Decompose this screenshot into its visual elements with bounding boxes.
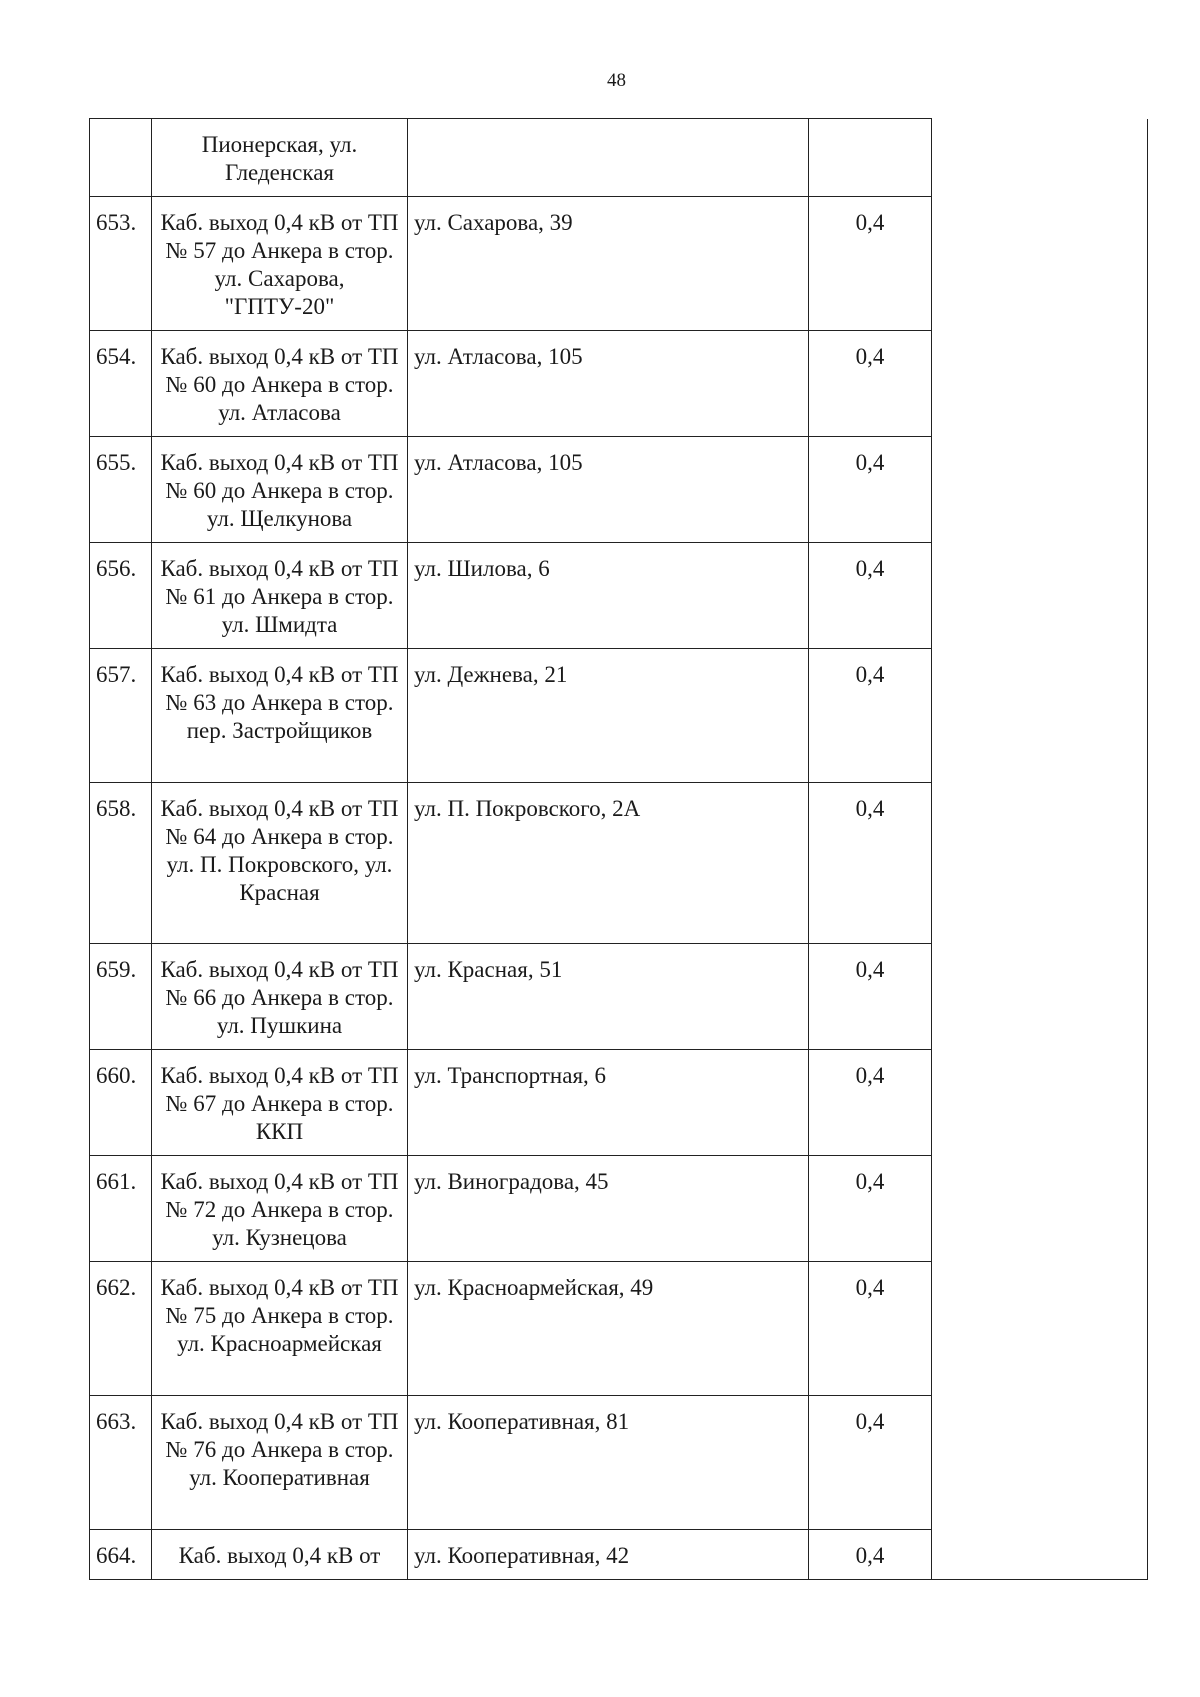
row-number-cell: 663. <box>90 1396 152 1530</box>
address-cell: ул. Красноармейская, 49 <box>408 1262 809 1396</box>
row-number-cell: 659. <box>90 944 152 1050</box>
empty-cell <box>932 1530 1148 1580</box>
description-cell: Каб. выход 0,4 кВ от ТП № 64 до Анкера в стор. ул. П. Покровского, ул. Красная <box>152 783 408 944</box>
description-cell: Каб. выход 0,4 кВ от ТП № 66 до Анкера в стор. ул. Пушкина <box>152 944 408 1050</box>
description-cell: Каб. выход 0,4 кВ от ТП № 75 до Анкера в стор. ул. Красноармейская <box>152 1262 408 1396</box>
address-cell: ул. Дежнева, 21 <box>408 649 809 783</box>
address-cell: ул. Транспортная, 6 <box>408 1050 809 1156</box>
row-number-cell: 653. <box>90 197 152 331</box>
description-cell: Каб. выход 0,4 кВ от ТП № 57 до Анкера в стор. ул. Сахарова, "ГПТУ-20" <box>152 197 408 331</box>
row-number-cell: 654. <box>90 331 152 437</box>
table-row <box>90 437 1148 543</box>
voltage-cell: 0,4 <box>809 1050 932 1156</box>
row-number-cell: 657. <box>90 649 152 783</box>
table-row <box>90 1050 1148 1156</box>
address-cell: ул. Шилова, 6 <box>408 543 809 649</box>
table-row <box>90 1156 1148 1262</box>
voltage-cell: 0,4 <box>809 944 932 1050</box>
voltage-cell: 0,4 <box>809 1530 932 1580</box>
address-cell: ул. П. Покровского, 2А <box>408 783 809 944</box>
empty-cell <box>932 649 1148 783</box>
description-cell: Пионерская, ул. Гледенская <box>152 119 408 197</box>
address-cell: ул. Сахарова, 39 <box>408 197 809 331</box>
table-row <box>90 1396 1148 1530</box>
table-row-continuation <box>90 119 1148 197</box>
cable-outputs-table <box>89 118 1148 1580</box>
address-cell <box>408 119 809 197</box>
address-cell: ул. Кооперативная, 81 <box>408 1396 809 1530</box>
row-number-cell: 662. <box>90 1262 152 1396</box>
table-row <box>90 1530 1148 1580</box>
description-cell: Каб. выход 0,4 кВ от ТП № 63 до Анкера в стор. пер. Застройщиков <box>152 649 408 783</box>
address-cell: ул. Красная, 51 <box>408 944 809 1050</box>
table-row <box>90 649 1148 783</box>
voltage-cell <box>809 119 932 197</box>
empty-cell <box>932 119 1148 197</box>
voltage-cell: 0,4 <box>809 543 932 649</box>
table-row <box>90 197 1148 331</box>
empty-cell <box>932 1396 1148 1530</box>
voltage-cell: 0,4 <box>809 1156 932 1262</box>
voltage-cell: 0,4 <box>809 331 932 437</box>
description-cell: Каб. выход 0,4 кВ от ТП № 60 до Анкера в стор. ул. Щелкунова <box>152 437 408 543</box>
voltage-cell: 0,4 <box>809 783 932 944</box>
description-cell: Каб. выход 0,4 кВ от <box>152 1530 408 1580</box>
empty-cell <box>932 1156 1148 1262</box>
voltage-cell: 0,4 <box>809 1396 932 1530</box>
row-number-cell: 658. <box>90 783 152 944</box>
address-cell: ул. Атласова, 105 <box>408 437 809 543</box>
table-row <box>90 783 1148 944</box>
table-row <box>90 944 1148 1050</box>
empty-cell <box>932 543 1148 649</box>
row-number-cell: 660. <box>90 1050 152 1156</box>
empty-cell <box>932 1262 1148 1396</box>
table-row <box>90 543 1148 649</box>
row-number-cell: 664. <box>90 1530 152 1580</box>
address-cell: ул. Виноградова, 45 <box>408 1156 809 1262</box>
address-cell: ул. Кооперативная, 42 <box>408 1530 809 1580</box>
voltage-cell: 0,4 <box>809 437 932 543</box>
page-number: 48 <box>607 70 626 91</box>
empty-cell <box>932 437 1148 543</box>
address-cell: ул. Атласова, 105 <box>408 331 809 437</box>
row-number-cell: 656. <box>90 543 152 649</box>
row-number-cell: 661. <box>90 1156 152 1262</box>
empty-cell <box>932 944 1148 1050</box>
description-cell: Каб. выход 0,4 кВ от ТП № 60 до Анкера в стор. ул. Атласова <box>152 331 408 437</box>
empty-cell <box>932 783 1148 944</box>
empty-cell <box>932 331 1148 437</box>
description-cell: Каб. выход 0,4 кВ от ТП № 67 до Анкера в стор. ККП <box>152 1050 408 1156</box>
table-row <box>90 331 1148 437</box>
description-cell: Каб. выход 0,4 кВ от ТП № 61 до Анкера в стор. ул. Шмидта <box>152 543 408 649</box>
voltage-cell: 0,4 <box>809 649 932 783</box>
voltage-cell: 0,4 <box>809 197 932 331</box>
empty-cell <box>932 197 1148 331</box>
table-body <box>90 119 1148 1580</box>
empty-cell <box>932 1050 1148 1156</box>
row-number-cell: 655. <box>90 437 152 543</box>
voltage-cell: 0,4 <box>809 1262 932 1396</box>
row-number-cell <box>90 119 152 197</box>
table-row <box>90 1262 1148 1396</box>
description-cell: Каб. выход 0,4 кВ от ТП № 76 до Анкера в стор. ул. Кооперативная <box>152 1396 408 1530</box>
description-cell: Каб. выход 0,4 кВ от ТП № 72 до Анкера в стор. ул. Кузнецова <box>152 1156 408 1262</box>
